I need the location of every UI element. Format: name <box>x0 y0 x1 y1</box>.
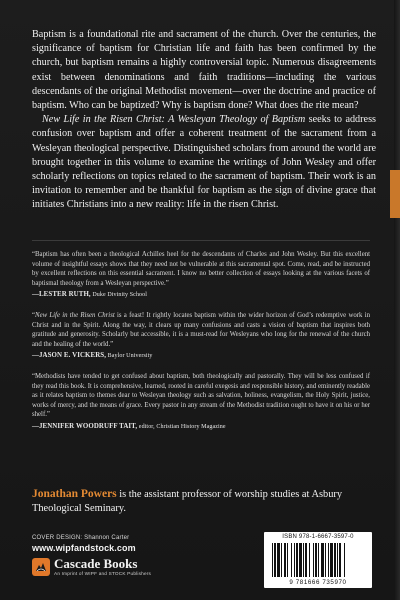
isbn-barcode <box>264 532 372 588</box>
endorsement-text <box>32 372 370 420</box>
endorsement-attribution <box>32 290 370 301</box>
endorser-affiliation: editor, Christian History Magazine <box>137 423 226 430</box>
endorser-name: —JASON E. VICKERS, <box>32 352 107 360</box>
endorsement <box>32 250 370 301</box>
cascade-logo-icon <box>32 558 50 576</box>
barcode-bar <box>337 543 338 577</box>
barcode-bar <box>281 543 282 577</box>
barcode-bar <box>328 543 329 577</box>
endorsement-text-part: “ <box>32 311 36 319</box>
barcode-bar <box>321 543 324 577</box>
barcode-bar <box>313 543 314 577</box>
barcode-bar <box>334 543 336 577</box>
endorsement-text <box>32 250 370 288</box>
spine-edge <box>394 0 400 600</box>
barcode-bar <box>318 543 319 577</box>
endorsement-attribution <box>32 422 370 433</box>
book-description <box>32 28 376 213</box>
barcode-bars <box>272 543 364 577</box>
barcode-bar <box>287 543 288 577</box>
endorsement-book-title: New Life in the Risen Christ <box>35 311 115 319</box>
endorsement-text-part: is a feast! It rightly locates baptism within the wider horizon of God’s redemptive work in Christ and in the Spirit. Along the way, it clears up many confusions and casts a vision of baptism that inspires both gratitude and generosity. Scholarly but accessible, it is a must-read for Wesleyans who long for the renewal of the church and the healing of the world.” <box>32 311 370 348</box>
barcode-bar <box>272 543 273 577</box>
barcode-bar <box>299 543 302 577</box>
endorser-affiliation: Baylor University <box>106 353 153 360</box>
publisher-url: www.wipfandstock.com <box>32 543 136 553</box>
barcode-bar <box>330 543 333 577</box>
barcode-bar <box>274 543 276 577</box>
divider <box>32 240 370 241</box>
publisher-logo <box>32 557 202 576</box>
endorsement-text-part: “Methodists have tended to get confused about baptism, both theologically and pastorally. They will be less confused if they read this book. It is comprehensive, learned, rooted in careful exegesis and responsible history, and eminently readable as it relates baptism to themes dear to Wesleyan theology such as salvation, holiness, evangelism, the Holy Spirit, justice, works of mercy, and the means of grace. Every pastor in any stream of the Methodist tradition ought to have it on his or her shelf.” <box>32 372 370 419</box>
accent-bar <box>390 170 400 218</box>
description-paragraph-2 <box>32 113 376 212</box>
publisher-name: Cascade Books <box>54 556 138 571</box>
publisher-logo-text <box>54 557 151 576</box>
endorsement-text-part: “Baptism has often been a theological Achilles heel for the descendants of Charles and John Wesley. But this excellent volume of insightful essays shows that they need not be vulnerable at this sacramental spot. Come, read, and be instructed by excellent reflections on this essential sacrament. I know no better collection of essays looking at the various facets of baptismal theology from a Wesleyan perspective.” <box>32 251 370 287</box>
barcode-bar <box>305 543 307 577</box>
barcode-bar <box>303 543 304 577</box>
author-bio-text: is the assistant professor of worship studies at Asbury Theological Seminary. <box>32 489 343 514</box>
endorsement-attribution <box>32 351 370 362</box>
description-paragraph-2-text: seeks to address confusion over baptism and offer a coherent treatment of the sacrament from a Wesleyan theological perspective. Distinguished scholars from around the world are brought together in this volume to examine the writings of John Wesley and offer scholarly reflections on topics related to the sacrament of baptism. Their work is an invitation to remember and be thankful for baptism as the sign of divine grace that initiates Christians into a new reality: life in the risen Christ. <box>32 114 376 211</box>
barcode-bar <box>277 543 280 577</box>
endorsements <box>32 250 370 443</box>
barcode-bar <box>291 543 292 577</box>
description-paragraph-1: Baptism is a foundational rite and sacrament of the church. Over the centuries, the significance of baptism for Christian life and faith has been confirmed by the church, but baptism remains a highly controversial topic. Numerous disagreements exist between denominations and faith traditions—including the various descendants of the original Methodist movement—over the doctrine and practice of baptism. Who can be baptized? Why is baptism done? What does the rite mean? <box>32 29 376 112</box>
isbn-number: ISBN 978-1-6667-3597-0 <box>282 534 354 540</box>
endorser-name: —JENNIFER WOODRUFF TAIT, <box>32 422 138 430</box>
book-title: New Life in the Risen Christ: A Wesleyan Theology of Baptism <box>42 114 306 126</box>
endorsement <box>32 311 370 362</box>
barcode-digits: 9 781666 735970 <box>289 579 347 586</box>
cover-design-credit: COVER DESIGN: Shannon Carter <box>32 535 130 541</box>
endorsement <box>32 372 370 433</box>
endorser-name: —LESTER RUTH, <box>32 291 91 299</box>
publisher-tagline: An Imprint of WIPF and STOCK Publishers <box>54 571 152 576</box>
barcode-bar <box>339 543 341 577</box>
endorser-affiliation: Duke Divinity School <box>90 292 148 299</box>
author-bio <box>32 487 370 516</box>
author-name: Jonathan Powers <box>32 488 117 500</box>
barcode-bar <box>315 543 317 577</box>
barcode-bar <box>294 543 295 577</box>
barcode-bar <box>309 543 310 577</box>
barcode-bar <box>325 543 326 577</box>
publisher-credits <box>32 535 202 576</box>
barcode-bar <box>344 543 345 577</box>
endorsement-text <box>32 311 370 349</box>
barcode-bar <box>284 543 286 577</box>
barcode-bar <box>296 543 298 577</box>
